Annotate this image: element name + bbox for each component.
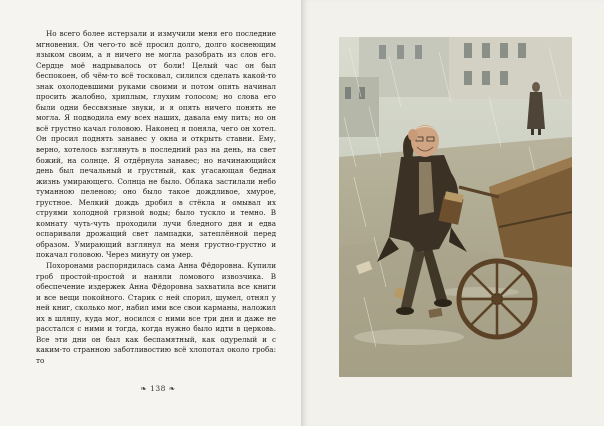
paragraph: Но всего более истерзали и измучили меня его последние мгновения. Он чего-то всё просил долго, долго коснеющим языком своим, а я ничего не могла разобрать из слов его. Сердце моё надрывалось от боли! Целый час он был беспокоен, об чём-то всё тосковал, силился сделать какой-то знак охолодевшими руками своими и потом опять начинал просить жалобно, хриплым, глухим голосом; но слова его были одни бессвязные звуки, и я опять ничего понять не могла. Я подводила ему всех наших, давала ему пить; но он всё грустно качал головою. Наконец я поняла, чего он хотел. Он просил поднять занавес у окна и открыть ставни. Ему, верно, хотелось взглянуть в последний раз на день, на свет божий, на солнце. Я отдёрнула занавес; но начинающийся день был печальный и грустный, как угасающая бедная жизнь умирающего. Солнца не было. Облака застилали небо туманною пеленою; оно было такое дождливое, хмурое, грустное. Мелкий дождь дробил в стёкла и омывал их струями холодной грязной воды; было тускло и темно. В комнату чуть-чуть проходили лучи бледного дня и едва оспаривали дрожащий свет лампадки, затеплённой перед образом. Умирающий взглянул на меня грустно-грустно и покачал головою. Через минуту он умер. xyxy=(36,29,276,260)
folio-ornament-icon: ❧ xyxy=(165,384,176,393)
illustration xyxy=(339,37,572,377)
paragraph: Похоронами распорядилась сама Анна Фёдоровна. Купили гроб простой-простой и наняли ломового извозчика. В обеспечение издержек Анна Фёдоровна захватила все книги и все вещи покойного. Старик с ней спорил, шумел, отнял у ней книг, сколько мог, набил ими все свои карманы, наложил их в шляпу, куда мог, носился с ними все три дня и даже не расстался с ними и тогда, когда нужно было идти в церковь. Все эти дни он был как беспамятный, как одурелый и с каким-то странною заботливостию всё хлопотал около гроба: то xyxy=(36,261,276,365)
page-number xyxy=(138,384,178,393)
folio-ornament-icon: ❧ xyxy=(140,384,151,393)
old-man-running-in-rain-behind-cart-illustration xyxy=(339,37,572,377)
left-page xyxy=(0,0,301,426)
body-text xyxy=(36,29,276,367)
page-number-value: 138 xyxy=(150,384,166,393)
